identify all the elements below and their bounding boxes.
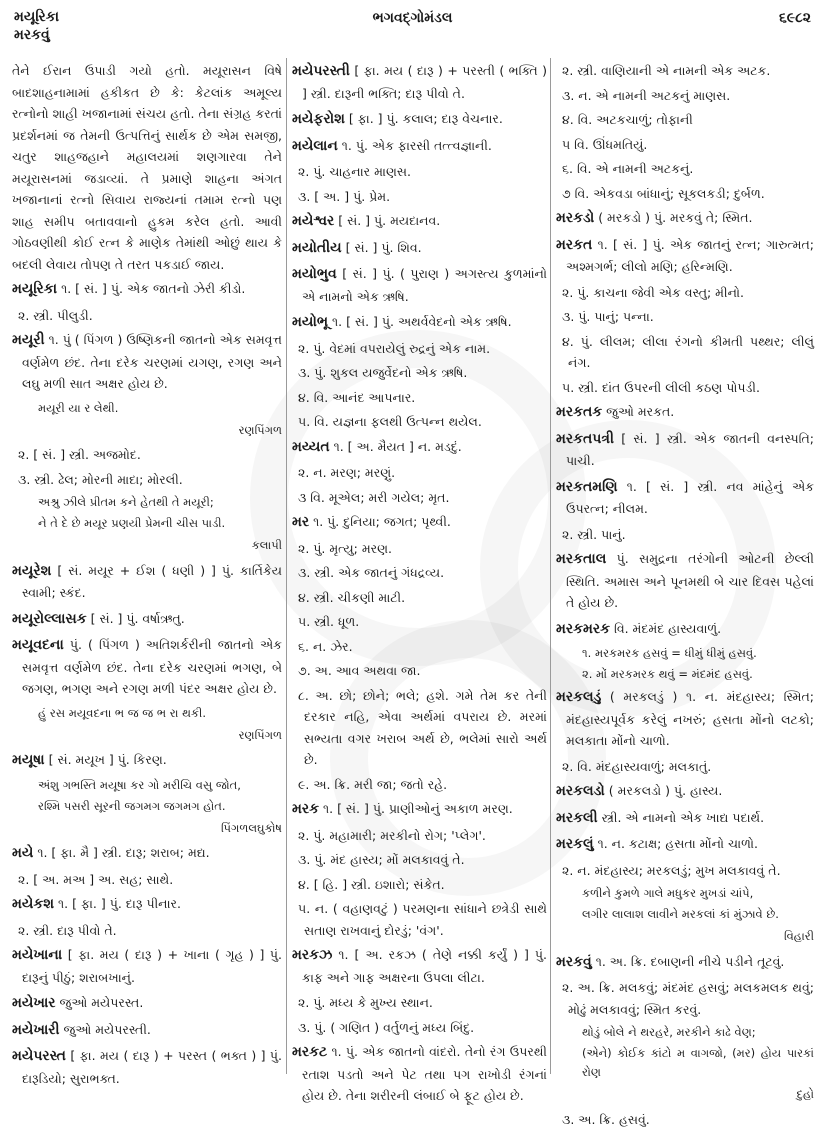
headword: મયેલાન	[292, 137, 338, 154]
definition-text: ૧. પું. એક ફારસી તત્ત્વજ્ઞાની.	[341, 137, 492, 153]
quotation-line: (એને) કોઈક કાંટો મ વાગજો, (મર) હોય પારકાં રોણ	[582, 1046, 814, 1079]
definition-text: [ સં. મયૂર + ઈશ ( ધણી ) ] પું. કાર્તિકેય સ્વામી; સ્કંદ.	[22, 562, 282, 600]
sense-definition: ૩. પું. મંદ હાસ્ય; મોં મલકાવવું તે.	[298, 852, 465, 867]
definition-text: [ ફા. મય ( દારૂ ) + પરસ્તી ( ભક્તિ ) ] સ્ત્રી. દારૂની ભક્તિ; દારૂ પીવો તે.	[302, 63, 547, 101]
quotation-line: થોડું બોલે ને થરહરે, મરકીને કાઢે વેણ;	[582, 1025, 756, 1039]
dictionary-entry	[12, 944, 282, 988]
headword: મરકવું	[556, 953, 592, 970]
column-divider	[286, 58, 287, 1074]
dictionary-entry	[556, 401, 814, 424]
quotation-line: અશ્રુ ઝીલે પ્રીતમ કને હેતથી તે મયૂરી;	[38, 495, 214, 509]
quotation-source: પિંગળલઘુકોષ	[220, 820, 282, 835]
definition-text: ૧. અ. ક્રિ. દબાણની નીચે પડીને તૂટવું.	[595, 953, 785, 969]
sense-definition: ૩. પું. ( ગણિત ) વર્તુળનું મધ્ય બિંદુ.	[298, 1019, 475, 1035]
sense-definition: ૨. સ્ત્રી. દારૂ પીવો તે.	[18, 922, 117, 938]
definition-text: [ સં. ] પું. મયદાનવ.	[338, 213, 441, 228]
headword: મરકતાલ	[556, 551, 607, 567]
dictionary-entry	[556, 780, 814, 803]
definition-text: ( મરકડો ) પું. મરકવું તે; સ્મિત.	[598, 210, 753, 225]
page-number: ૬૯૮૨	[778, 10, 811, 26]
sense-definition: ૫. સ્ત્રી. ધૂળ.	[298, 614, 360, 629]
column-divider	[550, 58, 551, 1074]
headword: મરકતક	[556, 404, 603, 420]
dictionary-entry	[12, 1019, 282, 1042]
headword: મયૂરિકા	[12, 281, 58, 297]
headword: મયૂવદના	[12, 637, 64, 653]
quotation-line: ૨. મોં મરકમરક થવું = મંદમંદ હસવું.	[582, 667, 753, 681]
sense-definition: ૨. પું. મૃત્યુ; મરણ.	[298, 540, 392, 556]
dictionary-entry	[292, 135, 547, 158]
sense-definition: ૪. [ હિ. ] સ્ત્રી. ઇશારો; સંકેત.	[298, 876, 445, 892]
dictionary-entry	[12, 893, 282, 916]
dictionary-entry	[292, 237, 547, 260]
sense-definition: ૮. અ. છો; છોને; ભલે; હશે. ગમે તેમ કર તેની દરકાર નહિ, એવા અર્થમાં વપરાય છે. મરમાં સભ્યતા વગર ખરાબ અર્થ છે, ભલેમાં સારો અર્થ છે.	[298, 687, 547, 767]
dictionary-entry	[292, 1041, 547, 1107]
headword: મરકઝ	[292, 947, 333, 963]
dictionary-entry	[556, 207, 814, 230]
quotation-line: ૧. મરકમરક હસવું = ધીમું ધીમું હસવું.	[582, 646, 757, 660]
quotation-line: મયૂરી યા ર લેથી.	[38, 400, 119, 415]
definition-text: [ ફા. ] પું. કલાલ; દારૂ વેચનાર.	[348, 111, 503, 126]
headword: મયોભુવ	[292, 266, 337, 282]
quotation-line: અંશુ ગભસ્તિ મયૂષા કર ગો મરીચિ વસુ જોત,	[38, 777, 241, 792]
dictionary-entry	[12, 278, 282, 301]
sense-definition: ૭. અ. આવ અથવા જા.	[298, 663, 421, 678]
dictionary-entry	[12, 992, 282, 1015]
definition-text: જુઓ મયેપરસ્ત.	[59, 995, 144, 1010]
sense-definition: ૩ વિ. મૂએલ; મરી ગયેલ; મૃત.	[298, 489, 450, 505]
sense-definition: ૨. ન. મંદહાસ્ય; મરકલડું; મુખ મલકાવવું તે.	[562, 862, 781, 878]
headword: મરકટ	[292, 1044, 328, 1060]
sense-definition: ૩. સ્ત્રી. એક જાતનું ગંધદ્રવ્ય.	[298, 565, 445, 580]
headword: મરકલું	[556, 836, 594, 852]
definition-text: જુઓ મયેપરસ્તી.	[63, 1021, 151, 1037]
column-1	[12, 60, 282, 1093]
guide-word-first: મયૂરિકા	[14, 9, 60, 25]
dictionary-entry	[556, 833, 814, 856]
definition-text: ૧. [ ફા. ] પું. દારૂ પીનાર.	[58, 896, 181, 911]
dictionary-entry	[556, 548, 814, 614]
sense-definition: ૫. વિ. યજ્ઞના ફલથી ઉત્પન્ન થયેલ.	[298, 414, 482, 429]
dictionary-entry	[556, 686, 814, 752]
headword: મરકત	[556, 236, 593, 253]
continued-paragraph: તેને ઈરાન ઉપાડી ગયો હતો. મયૂરાસન વિષે બાદશાહનામામાં હકીકત છે કે: કેટલાંક અમૂલ્ય રત્નોનો શાહી ખજાનામાં સંચય હતો. તેના સંગ્રહ કરતાં પ્રદર્શનમાં જ તેમની ઉત્પત્તિનું સાર્થક છે એમ સમજી, ચતુર શાહજહાને મહાલયમાં શણગારવા તેને મયૂરાસનમાં જડાવ્યાં. તે પ્રમાણે શાહના અંગત ખજાનાનાં રત્નો સિવાય રાજ્યનાં તમામ રત્નો પણ શાહ સમીપ બતાવવાનો હુકમ કરેલ હતો. આવી ગોઠવણીથી કોઈ રત્ન કે માણેક તેમાંથી ઓછું થાય કે બદલી લેવાય તોપણ તે તરત પકડાઈ જાય.	[12, 63, 282, 272]
sense-definition: ૪. વિ. આનંદ આપનાર.	[298, 389, 416, 405]
sense-definition: ૩. પું. શુકલ યજુર્વેદનો એક ઋષિ.	[298, 365, 468, 380]
quotation-source: કલાપી	[251, 538, 282, 552]
definition-text: પું. સમુદ્રના તરંગોની ઓટની છેલ્લી સ્થિતિ. અમાસ અને પૂનમથી બે ચાર દિવસ પહેલાં તે હોય છે.	[566, 551, 814, 610]
sense-definition: ૩. પું. પાનું; પન્ના.	[562, 309, 654, 324]
headword: મરકતમણિ	[556, 478, 618, 495]
definition-text: ૧. [ અ. મૈયત ] ન. મડદું.	[333, 438, 462, 454]
sense-definition: ૪. પું. લીલમ; લીલા રંગનો કીમતી પથ્થર; લીલું નંગ.	[562, 333, 814, 370]
dictionary-entry	[556, 807, 814, 830]
sense-definition: ૩. સ્ત્રી. ઢેલ; મોરની માદા; મોરલી.	[18, 471, 183, 487]
dictionary-entry	[292, 944, 547, 988]
sense-definition: ૨. સ્ત્રી. વાણિયાની એ નામની એક અટક.	[562, 63, 771, 78]
dictionary-entry	[556, 234, 814, 278]
headword: મયેપરસ્તી	[292, 63, 350, 79]
headword: મયેપરસ્ત	[12, 1048, 66, 1064]
sense-definition: ૩. [ અ. ] પું. પ્રેમ.	[298, 188, 391, 204]
sense-definition: ૨. ન. મરણ; મરણું.	[298, 465, 396, 480]
headword: મયેખારી	[12, 1021, 60, 1038]
dictionary-entry	[12, 608, 282, 631]
headword: મરક	[292, 801, 320, 817]
definition-text: ( મરકલડો ) પું. હાસ્ય.	[608, 783, 723, 798]
quotation-line: હું રસ મયૂવદના ભ જ જ ભ રા થકી.	[38, 705, 207, 720]
headword: મયેખાના	[12, 947, 63, 963]
guide-word-last: મરકવું	[14, 27, 50, 43]
sense-definition: ૩. અ. ક્રિ. હસવું.	[562, 1111, 650, 1127]
definition-text: [ સં. ] પું. શિવ.	[345, 239, 422, 255]
headword: મયેખાર	[12, 995, 56, 1011]
sense-definition: ૯. અ. ક્રિ. મરી જા; જતો રહે.	[298, 776, 448, 792]
sense-definition: ૨. પું. ચાહનાર માણસ.	[298, 164, 411, 179]
dictionary-entry	[292, 263, 547, 307]
dictionary-entry	[12, 634, 282, 700]
definition-text: [ સં. ] સ્ત્રી. એક જાતની વનસ્પતિ; પાચી.	[566, 430, 814, 468]
dictionary-entry	[556, 618, 814, 641]
dictionary-entry	[292, 511, 547, 534]
headword: મરકમરક	[556, 620, 611, 637]
headword: મયોતીય	[292, 239, 342, 256]
sense-definition: ૪. સ્ત્રી. ચીકણી માટી.	[298, 589, 406, 605]
dictionary-entry	[292, 311, 547, 334]
sense-definition: ૫ વિ. ઊંધમતિયું.	[562, 136, 648, 152]
definition-text: વિ. મંદમંદ હાસ્યવાળું.	[614, 620, 722, 636]
definition-text: [ ફા. મય ( દારૂ ) + ખાના ( ગૃહ ) ] પું. દારૂનું પીઠું; શરાબખાનું.	[22, 947, 282, 985]
headword: મરકલડું	[556, 689, 602, 705]
headword: મરકલડો	[556, 783, 605, 799]
definition-text: ૧. [ સં. ] પું. અથર્વવેદનો એક ઋષિ.	[332, 314, 512, 329]
dictionary-entry	[292, 436, 547, 459]
quotation-source: રણપિંગળ	[238, 422, 282, 437]
dictionary-title: ભગવદ્ગોમંડલ	[372, 10, 453, 26]
quotation-source: દુહો	[796, 1087, 814, 1101]
definition-text: [ સં. ] પું. વર્ષાઋતુ.	[90, 610, 185, 626]
definition-text: [ ફા. મય ( દારૂ ) + પરસ્ત ( ભક્ત ) ] પું. દારૂડિયો; સુરાભક્ત.	[22, 1048, 282, 1086]
quotation-line: કળીને કુમળે ગાલે મધુકર મુખડાં ચાંપે,	[582, 886, 754, 900]
headword: મરકલી	[556, 809, 598, 826]
dictionary-entry	[292, 798, 547, 821]
headword: મયૂરોલ્લાસક	[12, 610, 87, 627]
dictionary-entry	[556, 476, 814, 520]
headword: મયૂરેશ	[12, 562, 52, 579]
definition-text: ૧. [ ફા. મૈ ] સ્ત્રી. દારૂ; શરાબ; મદ્ય.	[37, 845, 210, 860]
definition-text: જુઓ મરકત.	[606, 404, 675, 419]
headword: મયે	[12, 845, 34, 861]
definition-text: [ સં. મયૂખ ] પું. કિરણ.	[48, 752, 167, 767]
dictionary-entry	[292, 108, 547, 131]
headword: મર	[292, 514, 310, 530]
dictionary-entry	[556, 428, 814, 472]
sense-definition: ૨. પું. કાચના જેવી એક વસ્તુ; મીનો.	[562, 284, 744, 300]
definition-text: ૧. [ સં. ] પું. એક જાતનો ઝેરી કીડો.	[61, 281, 246, 296]
definition-text: ૧. [ સં. ] પું. એક જાતનું રત્ન; ગારુત્મત; અશ્મગર્ભ; લીલો મણિ; હરિન્મણિ.	[566, 236, 814, 274]
definition-text: ૧. પું. એક જાતનો વાંદરો. તેનો રંગ ઉપરથી રતાશ પડતો અને પેટ તથા પગ રાખોડી રંગનાં હોય છે. તેના શરીરની લંબાઈ બે ફૂટ હોય છે.	[302, 1044, 547, 1103]
column-2	[292, 60, 547, 1111]
dictionary-entry	[556, 951, 814, 974]
definition-text: [ સં. ] પું. ( પુરાણ ) અગસ્ત્ય કુળમાંનો એ નામનો એક ઋષિ.	[302, 266, 547, 304]
quotation-line: ને તે દે છે મયૂર પ્રણયી પ્રેમની ચીસ પાડી.	[38, 516, 226, 530]
quotation-line: લગીર લાલાશ લાવીને મરકલાં કાં મુંઝાવે છે.	[582, 907, 779, 921]
definition-text: ૧. [ સં. ] પું. પ્રાણીઓનું અકાળ મરણ.	[323, 801, 513, 816]
sense-definition: ૨. સ્ત્રી. પાનું.	[562, 526, 626, 542]
headword: મયૂરી	[12, 332, 45, 348]
sense-definition: ૨. [ સં. ] સ્ત્રી. અજમોદ.	[18, 447, 141, 462]
sense-definition: ૨. અ. ક્રિ. મલકવું; મંદમંદ હસવું; મલકમલક થવું; મોઢું મલકાવવું; સ્મિત કરવું.	[562, 980, 814, 1017]
sense-definition: ૨. [ અ. મઅ ] અ. સહ; સાથે.	[18, 871, 174, 887]
dictionary-entry	[292, 210, 547, 233]
definition-text: સ્ત્રી. એ નામનો એક ખાદ્ય પદાર્થ.	[601, 809, 765, 825]
headword: મયોભૂ	[292, 314, 329, 330]
definition-text: ૧. ન. કટાક્ષ; હસતા મોંનો ચાળો.	[597, 836, 758, 851]
quotation-source: વિહારી	[784, 929, 814, 943]
sense-definition: ૨. સ્ત્રી. પીલુડી.	[18, 307, 93, 323]
dictionary-entry	[12, 749, 282, 772]
definition-text: ૧. પું ( પિંગળ ) ઉષ્ણિકની જાતનો એક સમવૃત્ત વર્ણમેળ છંદ. તેના દરેક ચરણમાં યગણ, રગણ અને લઘુ મળી સાત અક્ષર હોય છે.	[22, 332, 282, 391]
sense-definition: ૭ વિ. એકવડા બાંધાનું; સૂકલકડી; દુર્બળ.	[562, 185, 765, 201]
sense-definition: ૬. વિ. એ નામની અટકનું.	[562, 161, 694, 176]
definition-text: ( મરકલડું ) ૧. ન. મંદહાસ્ય; સ્મિત; મંદહાસ્યપૂર્વક કરેલું નખરું; હસતા મોંનો લટકો; મલકાતા મોંનો ચાળો.	[566, 689, 814, 748]
definition-text: ૧. [ સં. ] સ્ત્રી. નવ માંહેનું એક ઉપરત્ન; નીલમ.	[566, 478, 814, 516]
headword: મરકડો	[556, 210, 595, 226]
dictionary-entry	[12, 329, 282, 395]
headword: મયેફરોશ	[292, 111, 345, 127]
dictionary-entry	[12, 1045, 282, 1089]
sense-definition: ૨. પું. વેદમાં વપરાયેલું રુદ્રનું એક નામ.	[298, 340, 491, 356]
definition-text: ૧. [ અ. રકઝ ( તેણે નક્કી કર્યું ) ] પું. કાફ અને ગાફ અક્ષરના ઉપલા લીટા.	[302, 947, 547, 985]
quotation-line: રશ્મિ પસરી સૂરની જગમગ જગમગ હોત.	[38, 798, 226, 813]
column-3	[556, 60, 814, 1133]
sense-definition: ૨. પું. મહામારી; મરકીનો રોગ; 'પ્લેગ'.	[298, 827, 486, 843]
headword: મરકતપત્રી	[556, 430, 614, 447]
dictionary-entry	[12, 842, 282, 865]
quotation-source: રણપિંગળ	[238, 727, 282, 742]
sense-definition: ૨. વિ. મંદહાસ્યવાળું; મલકાતું.	[562, 758, 712, 774]
headword: મયેશ્વર	[292, 213, 335, 229]
sense-definition: ૫. સ્ત્રી. દાંત ઉપરની લીલી કઠણ પોપડી.	[562, 379, 760, 395]
sense-definition: ૫. ન. ( વહાણવટું ) પરમણના સાંધાને છત્રેડી સાથે સતાણ રાખવાનું દોરડું; 'વંગ'.	[298, 901, 547, 938]
definition-text: ૧. પું. દુનિયા; જગત; પૃથ્વી.	[313, 514, 451, 529]
sense-definition: ૬. ન. ઝેર.	[298, 638, 353, 654]
headword: મયેકશ	[12, 896, 55, 912]
dictionary-entry	[292, 60, 547, 104]
headword: મયૂષા	[12, 752, 45, 768]
sense-definition: ૩. ન. એ નામની અટકનું માણસ.	[562, 87, 731, 103]
sense-definition: ૨. પું. મધ્ય કે મુખ્ય સ્થાન.	[298, 995, 433, 1010]
definition-text: પું. ( પિંગળ ) અતિશર્કરીની જાતનો એક સમવૃત્ત વર્ણમેળ છંદ. તેના દરેક ચરણમાં ભગણ, બે જગણ, ભગણ અને રગણ મળી પંદર અક્ષર હોય છે.	[22, 637, 282, 696]
dictionary-entry	[12, 560, 282, 604]
headword: મય્યત	[292, 438, 330, 455]
sense-definition: ૪. વિ. અટકચાળું; તોફાની	[562, 112, 693, 127]
